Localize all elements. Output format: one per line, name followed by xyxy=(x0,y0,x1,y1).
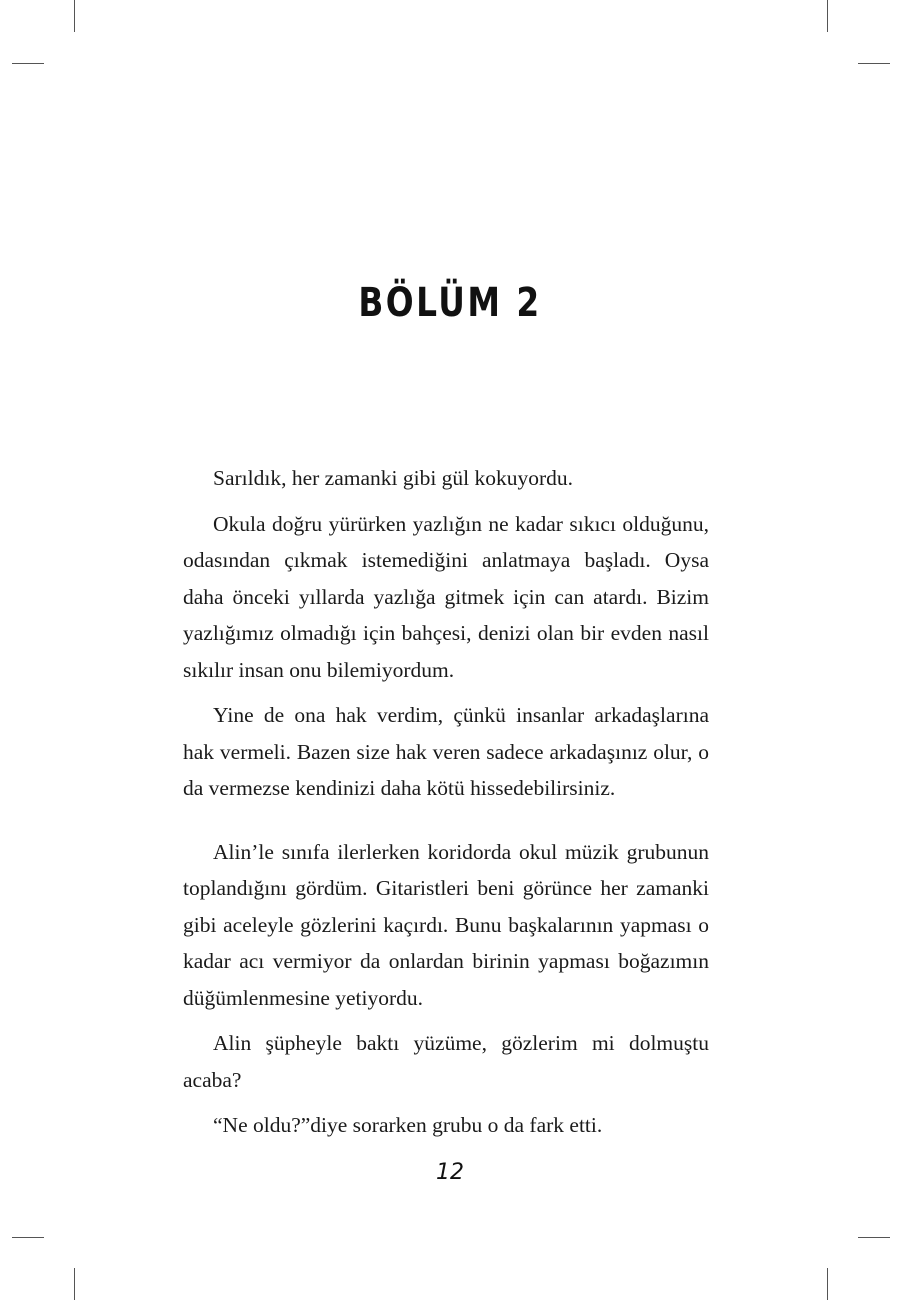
paragraph: Alin’le sınıfa ilerlerken koridorda okul müzik grubunun toplandığını gördüm. Gitaristleri beni görünce her zamanki gibi aceleyle gözlerini kaçırdı. Bunu başkalarının yapması o kadar acı vermiyor da onlardan birinin yapması boğazımın düğümlenmesine yetiyordu. xyxy=(183,839,709,1010)
crop-mark-top-left xyxy=(74,0,75,32)
crop-mark-left-top xyxy=(12,63,44,64)
crop-mark-left-bottom xyxy=(12,1237,44,1238)
paragraph: Sarıldık, her zamanki gibi gül kokuyordu. xyxy=(213,466,574,490)
crop-mark-right-top xyxy=(858,63,890,64)
page-number: 12 xyxy=(436,1160,464,1185)
paragraph: “Ne oldu?”diye sorarken grubu o da fark etti. xyxy=(213,1113,603,1137)
paragraph: Yine de ona hak verdim, çünkü insanlar arkadaşlarına hak vermeli. Bazen size hak veren sadece arkadaşınız olur, o da vermezse kendinizi daha kötü hissedebilirsiniz. xyxy=(183,703,709,800)
crop-mark-bottom-left xyxy=(74,1268,75,1300)
paragraph: Okula doğru yürürken yazlığın ne kadar sıkıcı olduğunu, odasından çıkmak istemediğini anlatmaya başladı. Oysa daha önceki yıllarda yazlığa gitmek için can atardı. Bizim yazlığımız olmadığı için bahçesi, denizi olan bir evden nasıl sıkılır insan onu bilemiyordum. xyxy=(183,511,709,682)
crop-mark-bottom-right xyxy=(827,1268,828,1300)
paragraph: Alin şüpheyle baktı yüzüme, gözlerim mi dolmuştu acaba? xyxy=(183,1031,709,1092)
crop-mark-right-bottom xyxy=(858,1237,890,1238)
crop-mark-top-right xyxy=(827,0,828,32)
chapter-body xyxy=(183,460,709,1153)
chapter-title: BÖLÜM 2 xyxy=(358,280,542,326)
